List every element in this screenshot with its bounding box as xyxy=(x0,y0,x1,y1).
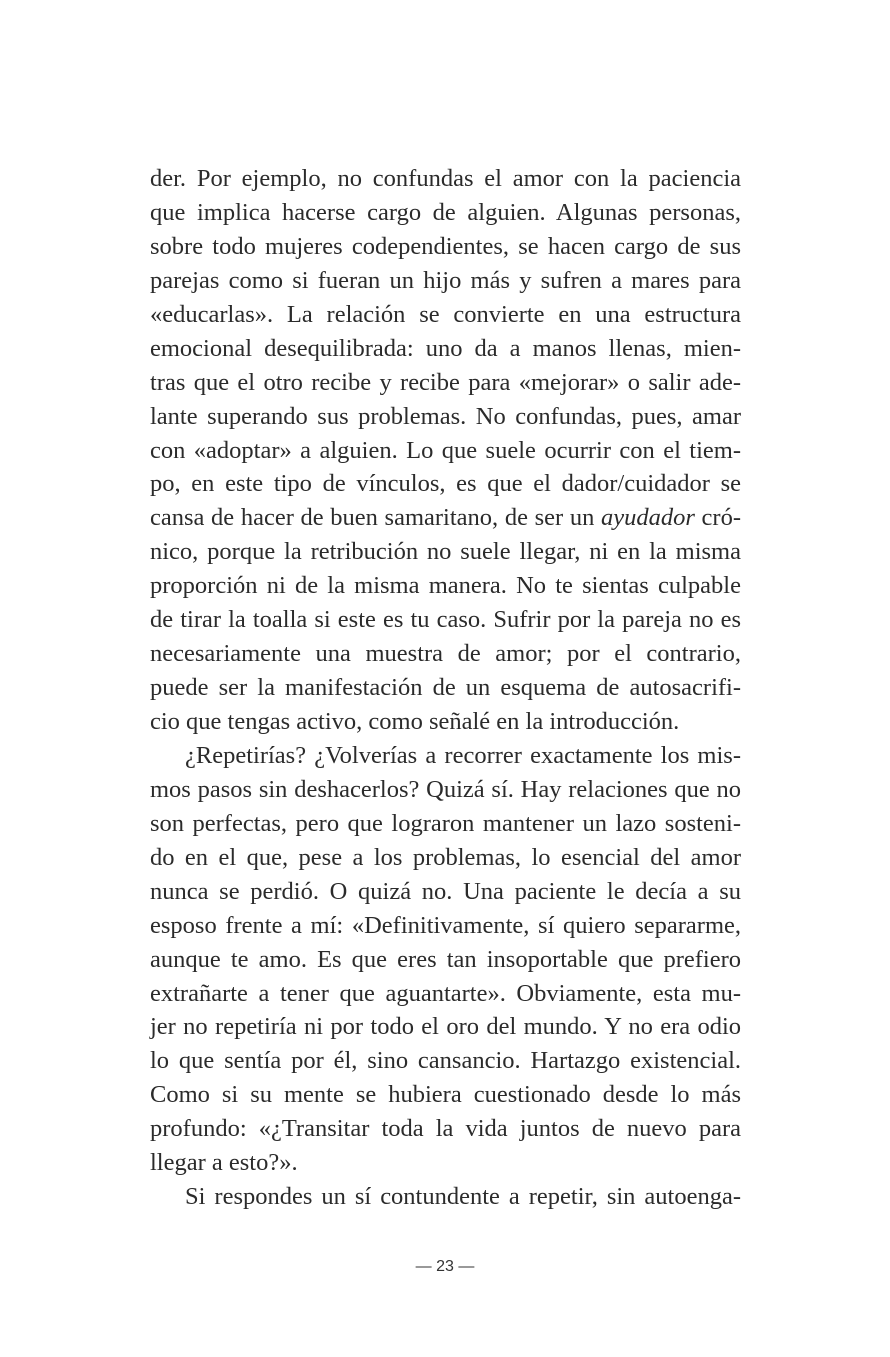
text-line: son perfectas, pero que lograron mantener un lazo sosteni- xyxy=(150,809,741,837)
text-line: sobre todo mujeres codependientes, se hacen cargo de sus xyxy=(150,232,741,260)
text-segment: cró- xyxy=(694,504,741,532)
text-line: tras que el otro recibe y recibe para «mejorar» o salir ade- xyxy=(150,368,741,396)
paragraph-last-line: llegar a esto?». xyxy=(150,1149,298,1177)
page-number: — 23 — xyxy=(415,1258,475,1275)
text-line: der. Por ejemplo, no confundas el amor con la paciencia xyxy=(150,165,741,192)
text-line: mos pasos sin deshacerlos? Quizá sí. Hay relaciones que no xyxy=(150,775,741,803)
text-line: esposo frente a mí: «Definitivamente, sí quiero separarme, xyxy=(150,911,741,939)
text-line: Como si su mente se hubiera cuestionado desde lo más xyxy=(150,1081,741,1109)
text-line: que implica hacerse cargo de alguien. Algunas personas, xyxy=(150,198,741,226)
body-text xyxy=(150,162,741,1214)
text-line: aunque te amo. Es que eres tan insoportable que prefiero xyxy=(150,945,741,973)
italic-word: ayudador xyxy=(600,504,695,532)
text-line: con «adoptar» a alguien. Lo que suele ocurrir con el tiem- xyxy=(150,436,741,464)
paragraph-first-line: Si respondes un sí contundente a repetir, sin autoenga- xyxy=(185,1183,741,1211)
paragraph-last-line: cio que tengas activo, como señalé en la introducción. xyxy=(150,708,680,735)
text-line: nunca se perdió. O quizá no. Una paciente le decía a su xyxy=(150,877,741,905)
text-line: extrañarte a tener que aguantarte». Obviamente, esta mu- xyxy=(150,979,741,1007)
text-line: de tirar la toalla si este es tu caso. Sufrir por la pareja no es xyxy=(150,606,741,634)
text-line: proporción ni de la misma manera. No te sientas culpable xyxy=(150,572,741,600)
paragraph-first-line: ¿Repetirías? ¿Volverías a recorrer exactamente los mis- xyxy=(185,741,741,769)
text-line: nico, porque la retribución no suele llegar, ni en la misma xyxy=(150,538,741,566)
text-line: lante superando sus problemas. No confundas, pues, amar xyxy=(150,402,741,430)
text-line: lo que sentía por él, sino cansancio. Hartazgo existencial. xyxy=(150,1047,741,1075)
text-line: emocional desequilibrada: uno da a manos llenas, mien- xyxy=(150,334,741,362)
text-line-with-italic xyxy=(150,501,741,535)
text-line: profundo: «¿Transitar toda la vida juntos de nuevo para xyxy=(150,1115,741,1143)
text-line: puede ser la manifestación de un esquema de autosacrifi- xyxy=(150,674,741,702)
text-line: po, en este tipo de vínculos, es que el dador/cuidador se xyxy=(150,470,741,498)
text-line: necesariamente una muestra de amor; por el contrario, xyxy=(150,640,741,668)
text-line: parejas como si fueran un hijo más y sufren a mares para xyxy=(150,266,741,294)
text-line: do en el que, pese a los problemas, lo esencial del amor xyxy=(150,843,741,871)
text-line: «educarlas». La relación se convierte en una estructura xyxy=(150,300,741,328)
text-line: jer no repetiría ni por todo el oro del mundo. Y no era odio xyxy=(150,1013,741,1041)
text-segment: cansa de hacer de buen samaritano, de ser un xyxy=(150,504,601,532)
